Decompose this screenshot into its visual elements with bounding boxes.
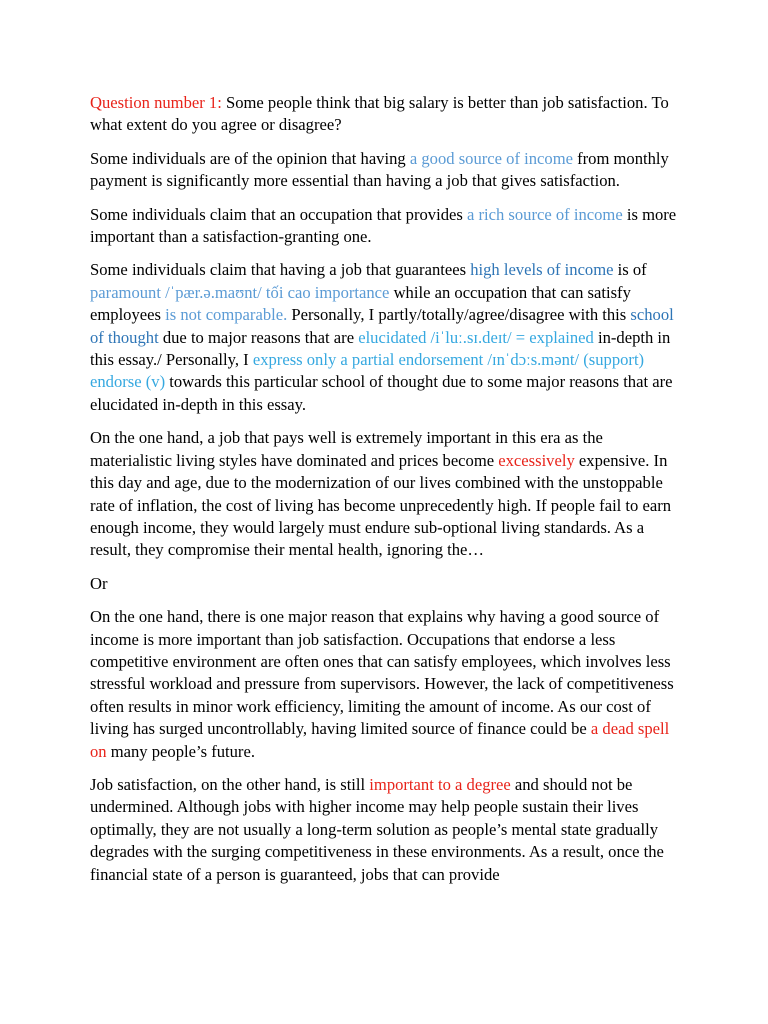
document-page <box>90 92 680 897</box>
p3-text-g: Personally, I partly/totally/agree/disagree with this <box>287 305 631 325</box>
p1-text-a: Some individuals are of the opinion that having <box>90 148 410 168</box>
paragraph-1 <box>90 148 680 193</box>
question-text: Some people think that big salary is better than job satisfaction. To what extent do you agree or disagree? <box>90 93 669 135</box>
p2-highlight: a rich source of income <box>466 204 623 224</box>
paragraph-7 <box>90 774 680 886</box>
p3-text-a: Some individuals claim that having a job that guarantees <box>90 260 471 280</box>
p7-text-a: Job satisfaction, on the other hand, is still <box>90 774 370 794</box>
p4-text-c: expensive. In this day and age, due to the modernization of our lives combined with the unstoppable rate of inflation, the cost of living has become unprecedently high. If people fail to earn enough income, they would largely must endure sub-optional living standards. As a result, they compromise their mental health, ignoring the… <box>90 450 672 560</box>
p6-highlight-dead-spell: a dead spell on <box>90 719 670 761</box>
question-label: Question number 1: <box>90 93 222 112</box>
paragraph-or <box>90 573 680 595</box>
p7-text-c: and should not be undermined. Although jobs with higher income may help people sustain their lives optimally, they are not usually a long-term solution as people’s mental state gradually degrades with the surging competitiveness in these environments. As a result, once the financial state of a person is guaranteed, jobs that can provide <box>90 774 664 884</box>
p1-highlight: a good source of income <box>409 148 573 168</box>
paragraph-3 <box>90 259 680 416</box>
question-paragraph <box>90 92 680 137</box>
p6-text-c: many people’s future. <box>106 741 255 761</box>
p3-text-i: due to major reasons that are <box>158 327 359 347</box>
p3-text-c: is of <box>613 260 647 280</box>
p4-highlight-excessively: excessively <box>498 450 575 470</box>
p4-text-a: On the one hand, a job that pays well is extremely important in this era as the materialistic living styles have dominated and prices become <box>90 428 603 470</box>
p6-text-a: On the one hand, there is one major reason that explains why having a good source of income is more important than job satisfaction. Occupations that endorse a less competitive environment are often ones that can satisfy employees, which involves less stressful workload and pressure from supervisors. However, the lack of competitiveness often results in minor work efficiency, limiting the amount of income. As our cost of living has surged uncontrollably, having limited source of finance could be <box>90 607 674 739</box>
p2-text-a: Some individuals claim that an occupation that provides <box>90 204 467 224</box>
p3-text-e: while an occupation that can satisfy employees <box>90 282 631 325</box>
paragraph-6 <box>90 606 680 763</box>
paragraph-2 <box>90 204 680 249</box>
p3-highlight-paramount: paramount /ˈpær.ə.maʊnt/ tối cao importance <box>90 282 390 302</box>
p3-highlight-school-of-thought: school of thought <box>90 305 674 347</box>
p3-text-m: towards this particular school of thought due to some major reasons that are elucidated in-depth in this essay. <box>90 372 673 414</box>
p2-text-c: is more important than a satisfaction-granting one. <box>90 204 677 247</box>
p3-highlight-elucidated: elucidated /iˈluː.sɪ.deɪt/ = explained <box>358 327 594 347</box>
paragraph-4 <box>90 427 680 561</box>
p3-text-k: in-depth in this essay./ Personally, I <box>90 327 671 370</box>
p3-highlight-income: high levels of income <box>470 260 614 280</box>
p7-highlight-degree: important to a degree <box>369 774 511 794</box>
or-text: Or <box>90 573 108 593</box>
p3-highlight-not-comparable: is not comparable. <box>165 305 288 325</box>
p1-text-c: from monthly payment is significantly more essential than having a job that gives satisfaction. <box>90 148 669 191</box>
p3-highlight-endorsement: express only a partial endorsement /ɪnˈdɔːs.mənt/ (support) endorse (v) <box>90 350 645 392</box>
